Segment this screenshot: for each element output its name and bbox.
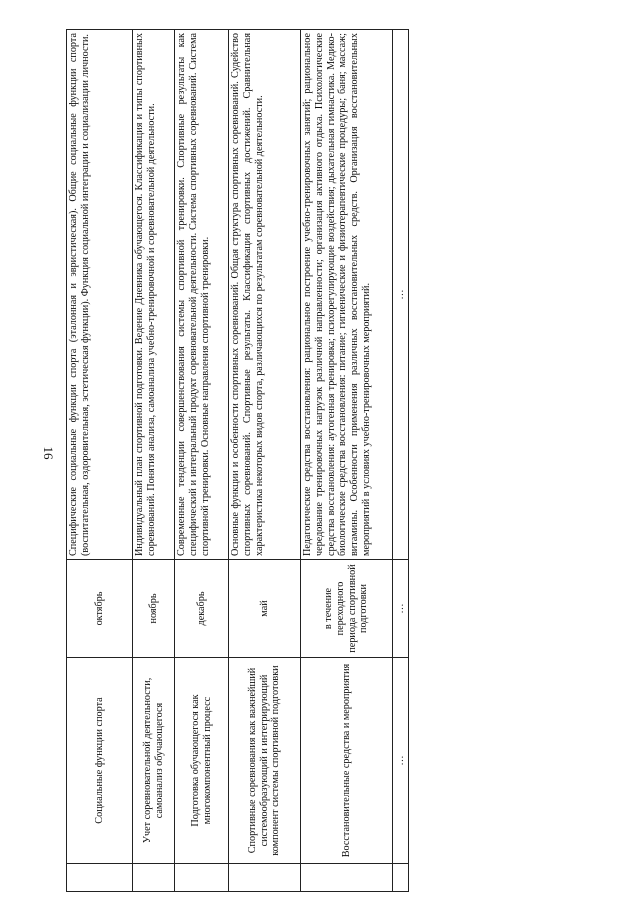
program-table xyxy=(66,29,409,892)
topic-cell: Учет соревновательной деятельности, самоанализ обучающегося xyxy=(133,658,175,864)
period-cell: в течение переходного периода спортивной подготовки xyxy=(301,560,393,658)
period-cell: октябрь xyxy=(67,560,133,658)
period-cell: ноябрь xyxy=(133,560,175,658)
empty-cell xyxy=(133,864,175,892)
topic-cell: Восстановительные средства и мероприятия xyxy=(301,658,393,864)
rotated-table-container xyxy=(66,30,408,892)
empty-cell xyxy=(67,864,133,892)
content-cell: … xyxy=(393,30,409,560)
empty-cell xyxy=(393,864,409,892)
empty-cell xyxy=(175,864,229,892)
table-row xyxy=(67,30,133,892)
topic-cell: … xyxy=(393,658,409,864)
topic-cell: Спортивные соревнования как важнейший системообразующий и интегрирующий компонент системы спортивной подготовки xyxy=(229,658,301,864)
content-cell: Основные функции и особенности спортивных соревнований. Общая структура спортивных соревнований. Судейство спортивных соревнований. Спортивные результаты. Классификация спортивных достижений. Сравнительная характеристика некоторых видов спорта, различающихся по результатам соревновательной деятельности. xyxy=(229,30,301,560)
period-cell: май xyxy=(229,560,301,658)
table-row xyxy=(229,30,301,892)
content-cell: Индивидуальный план спортивной подготовки. Ведение Дневника обучающегося. Классификация и типы спортивных соревнований. Понятия анализа, самоанализа учебно-тренировочной и соревновательной деятельности. xyxy=(133,30,175,560)
period-cell: … xyxy=(393,560,409,658)
table-row xyxy=(393,30,409,892)
content-cell: Специфические социальные функции спорта (эталонная и эвристическая). Общие социальные функции спорта (воспитательная, оздоровительная, эстетическая функции). Функция социальной интеграции и социализации личности. xyxy=(67,30,133,560)
table-row xyxy=(175,30,229,892)
content-cell: Педагогические средства восстановления: рациональное построение учебно-тренировочных занятий; рациональное чередование тренировочных нагрузок различной направленности; организация активного отдыха. Психологические средства восстановления: аутогенная тренировка; психорегулирующие воздействия; дыхательная гимнастика. Медико-биологические средства восстановления: питание; гигиенические и физиотерапевтические процедуры; баня; массаж; витамины. Особенности применения различных восстановительных средств. Организация восстановительных мероприятий в условиях учебно-тренировочных мероприятий. xyxy=(301,30,393,560)
period-cell: декабрь xyxy=(175,560,229,658)
table-row xyxy=(301,30,393,892)
table-row xyxy=(133,30,175,892)
empty-cell xyxy=(229,864,301,892)
empty-cell xyxy=(301,864,393,892)
content-cell: Современные тенденции совершенствования системы спортивной тренировки. Спортивные результаты как специфический и интегральный продукт соревновательной деятельности. Система спортивных соревнований. Система спортивной тренировки. Основные направления спортивной тренировки. xyxy=(175,30,229,560)
topic-cell: Социальные функции спорта xyxy=(67,658,133,864)
page-number: 16 xyxy=(41,446,56,460)
topic-cell: Подготовка обучающегося как многокомпонентный процесс xyxy=(175,658,229,864)
